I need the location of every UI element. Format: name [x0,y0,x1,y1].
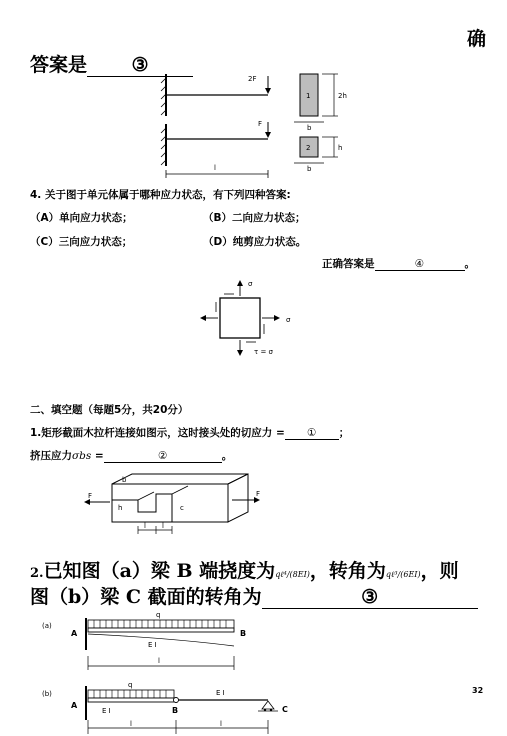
answer-prefix: 答案是 [30,54,88,76]
section2-label: 2 [306,144,311,152]
q4-option-c: （C）三向应力状态； [30,236,133,248]
q2-text3: ，则 [420,560,459,582]
beam-b-q: q [128,681,133,689]
force-left-label: F [88,492,93,500]
q2-text1: 已知图（a）梁 B 端挠度为 [43,560,276,582]
q2-line1 [30,556,459,583]
beam-a-q: q [156,611,161,619]
q4-answer-prefix: 正确答案是 [322,258,375,270]
beam-b-length1: l [130,720,132,728]
beam-a-label-A: A [71,629,78,638]
beam-b-label-C: C [282,705,288,714]
beam-b-label-A: A [71,701,78,710]
trailing-char: 确 [467,28,487,50]
figure-beam-b [40,680,300,736]
q4-answer-blank [375,258,465,271]
beam-a-length: l [158,657,160,665]
load-bottom-label: F [258,120,263,128]
load-top-label: 2F [248,75,257,83]
section2-height: h [338,144,343,152]
q4-option-d: （D）纯剪应力状态。 [203,236,307,248]
section1-width: b [307,124,312,132]
q1-line1-prefix: 1.矩形截面木拉杆连接如图示，这时接头处的切应力 = [30,427,285,439]
beam-a-label-B: B [240,629,247,638]
beam-b-length2: l [220,720,222,728]
force-right-label: F [256,490,261,498]
answer-value: ③ [131,54,149,76]
q2-text2: ，转角为 [309,560,386,582]
section2-q1-line2 [30,448,232,463]
q1-line2-eq: = [91,450,104,462]
q1-value2: ② [158,450,168,462]
q2-rotation: qℓ³/(6EI) [385,570,421,579]
q1-line2-prefix: 挤压应力 [30,450,72,462]
q2-answer-value: ③ [361,586,379,608]
q2-blank [262,586,478,609]
q1-blank1 [285,427,339,440]
section2-heading: 二、填空题（每题5分，共20分） [30,404,189,416]
q4-answer-value: ④ [414,258,425,270]
q1-line1-suffix: ； [338,427,350,439]
q1-blank2 [104,450,222,463]
tau-label: τ = σ [254,348,273,356]
q4-option-b: （B）二向应力状态； [203,212,306,224]
dim-l2: l [162,522,164,530]
section1-label: 1 [306,92,311,100]
q2-deflection: qℓ⁴/(8EI) [275,570,310,579]
h-label: h [118,504,123,512]
q2-number: 2. [30,566,44,581]
b-label: b [122,476,127,484]
q4-answer-line [322,256,475,271]
c-label: c [180,504,184,512]
beam-b-label-B: B [172,706,179,715]
q4-option-a: （A）单向应力状态； [30,212,133,224]
q1-value1: ① [307,427,317,439]
section1-height: 2h [338,92,347,100]
section2-q1-line1 [30,425,349,440]
section2-width: b [307,165,312,173]
beam-a-tag: (a) [42,622,52,630]
length-label: l [214,164,216,172]
q4-answer-suffix: 。 [464,258,475,270]
beam-a-EI: E I [148,641,157,649]
q1-line2-suffix: 。 [221,450,233,462]
q2-line2-prefix: 图（b）梁 C 截面的转角为 [30,586,262,608]
figure-beam-a [40,612,280,674]
figure-stress-element [192,276,302,362]
q4-question: 4. 关于图于单元体属于哪种应力状态，有下列四种答案: [30,189,291,201]
dim-l1: l [144,522,146,530]
beam-b-EI-right: E I [216,689,225,697]
beam-b-tag: (b) [42,690,52,698]
beam-b-EI-left: E I [102,707,111,715]
page-number: 32 [472,686,484,695]
q1-sigma-sub: σbs [72,450,92,462]
sigma-top-label: σ [248,280,253,288]
figure-cantilever-beams [150,66,370,182]
sigma-right-label: σ [286,316,291,324]
figure-wood-joint [84,470,274,538]
q2-line2 [30,582,478,609]
